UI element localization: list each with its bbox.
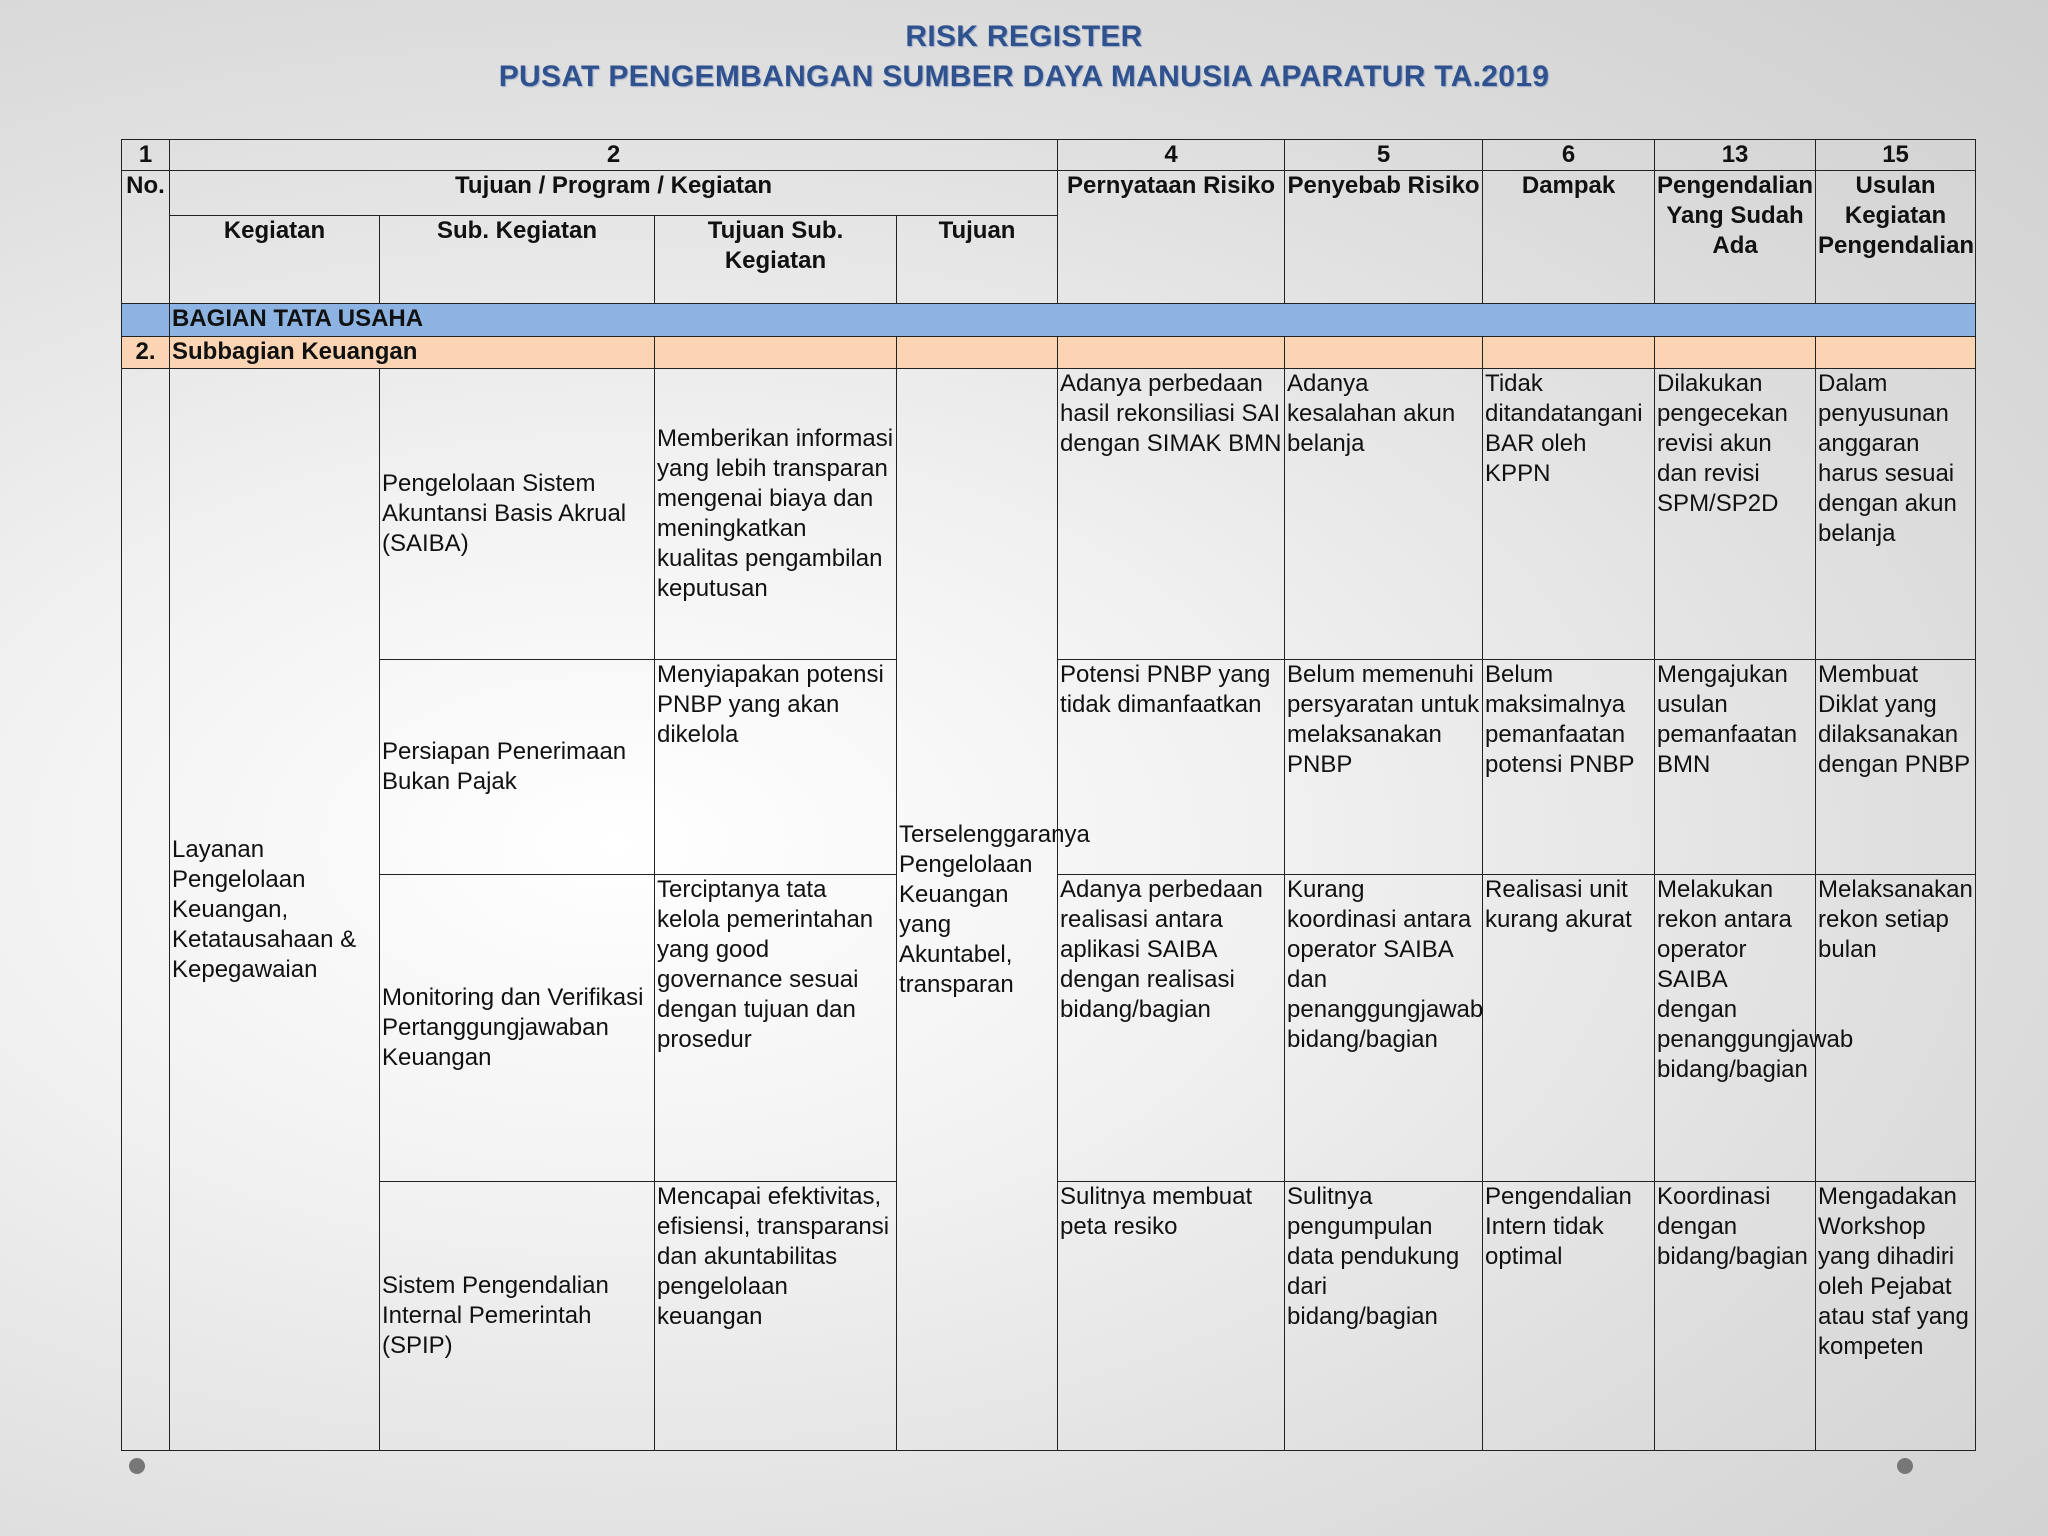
sub-kegiatan-cell: Persiapan Penerimaan Bukan Pajak bbox=[380, 660, 655, 875]
document-title: RISK REGISTER bbox=[905, 20, 1143, 53]
usulan-cell: Membuat Diklat yang dilaksanakan dengan PNBP bbox=[1816, 660, 1976, 875]
header-pengendalian: Pengendalian Yang Sudah Ada bbox=[1655, 171, 1816, 304]
column-number: 6 bbox=[1483, 140, 1655, 171]
tujuan-sub-cell: Memberikan informasi yang lebih transparan mengenai biaya dan meningkatkan kualitas pengambilan keputusan bbox=[655, 369, 897, 660]
header-dampak: Dampak bbox=[1483, 171, 1655, 304]
section-label: BAGIAN TATA USAHA bbox=[170, 304, 1976, 337]
penyebab-cell: Sulitnya pengumpulan data pendukung dari bidang/bagian bbox=[1285, 1182, 1483, 1451]
pengendalian-cell: Dilakukan pengecekan revisi akun dan revisi SPM/SP2D bbox=[1655, 369, 1816, 660]
pernyataan-cell: Adanya perbedaan hasil rekonsiliasi SAI dengan SIMAK BMN bbox=[1058, 369, 1285, 660]
risk-register-table bbox=[121, 139, 1976, 1451]
column-number: 1 bbox=[122, 140, 170, 171]
tujuan-sub-cell: Mencapai efektivitas, efisiensi, transparansi dan akuntabilitas pengelolaan keuangan bbox=[655, 1182, 897, 1451]
dampak-cell: Tidak ditandatangani BAR oleh KPPN bbox=[1483, 369, 1655, 660]
usulan-cell: Dalam penyusunan anggaran harus sesuai dengan akun belanja bbox=[1816, 369, 1976, 660]
sub-kegiatan-cell: Monitoring dan Verifikasi Pertanggungjawaban Keuangan bbox=[380, 875, 655, 1182]
pernyataan-cell: Sulitnya membuat peta resiko bbox=[1058, 1182, 1285, 1451]
pernyataan-cell: Adanya perbedaan realisasi antara aplikasi SAIBA dengan realisasi bidang/bagian bbox=[1058, 875, 1285, 1182]
column-number: 2 bbox=[170, 140, 1058, 171]
usulan-cell: Mengadakan Workshop yang dihadiri oleh Pejabat atau staf yang kompeten bbox=[1816, 1182, 1976, 1451]
header-sub-kegiatan: Sub. Kegiatan bbox=[380, 216, 655, 304]
table-row bbox=[122, 369, 1976, 660]
header-kegiatan: Kegiatan bbox=[170, 216, 380, 304]
sub-kegiatan-cell: Sistem Pengendalian Internal Pemerintah (SPIP) bbox=[380, 1182, 655, 1451]
header-tujuan: Tujuan bbox=[897, 216, 1058, 304]
penyebab-cell: Kurang koordinasi antara operator SAIBA dan penanggungjawab bidang/bagian bbox=[1285, 875, 1483, 1182]
pengendalian-cell: Koordinasi dengan bidang/bagian bbox=[1655, 1182, 1816, 1451]
subsection-label: Subbagian Keuangan bbox=[170, 337, 655, 369]
corner-dot bbox=[129, 1458, 145, 1474]
dampak-cell: Belum maksimalnya pemanfaatan potensi PNBP bbox=[1483, 660, 1655, 875]
pengendalian-cell: Melakukan rekon antara operator SAIBA dengan penanggungjawab bidang/bagian bbox=[1655, 875, 1816, 1182]
tujuan-sub-cell: Menyiapakan potensi PNBP yang akan dikelola bbox=[655, 660, 897, 875]
column-number-row bbox=[122, 140, 1976, 171]
subsection-number: 2. bbox=[122, 337, 170, 369]
pengendalian-cell: Mengajukan usulan pemanfaatan BMN bbox=[1655, 660, 1816, 875]
sub-kegiatan-cell: Pengelolaan Sistem Akuntansi Basis Akrual (SAIBA) bbox=[380, 369, 655, 660]
corner-dot bbox=[1897, 1458, 1913, 1474]
header-pernyataan: Pernyataan Risiko bbox=[1058, 171, 1285, 304]
column-number: 4 bbox=[1058, 140, 1285, 171]
header-row bbox=[122, 171, 1976, 216]
header-usulan: Usulan Kegiatan Pengendalian bbox=[1816, 171, 1976, 304]
kegiatan-cell: Layanan Pengelolaan Keuangan, Ketatausahaan & Kepegawaian bbox=[170, 369, 380, 1451]
column-number: 5 bbox=[1285, 140, 1483, 171]
column-number: 13 bbox=[1655, 140, 1816, 171]
section-row bbox=[122, 304, 1976, 337]
header-no: No. bbox=[122, 171, 170, 304]
subsection-row bbox=[122, 337, 1976, 369]
penyebab-cell: Belum memenuhi persyaratan untuk melaksanakan PNBP bbox=[1285, 660, 1483, 875]
dampak-cell: Realisasi unit kurang akurat bbox=[1483, 875, 1655, 1182]
dampak-cell: Pengendalian Intern tidak optimal bbox=[1483, 1182, 1655, 1451]
tujuan-sub-cell: Terciptanya tata kelola pemerintahan yang good governance sesuai dengan tujuan dan prosedur bbox=[655, 875, 897, 1182]
header-tujuan-sub: Tujuan Sub. Kegiatan bbox=[655, 216, 897, 304]
column-number: 15 bbox=[1816, 140, 1976, 171]
document-subtitle: PUSAT PENGEMBANGAN SUMBER DAYA MANUSIA APARATUR TA.2019 bbox=[498, 60, 1550, 93]
pernyataan-cell: Potensi PNBP yang tidak dimanfaatkan bbox=[1058, 660, 1285, 875]
usulan-cell: Melaksanakan rekon setiap bulan bbox=[1816, 875, 1976, 1182]
header-penyebab: Penyebab Risiko bbox=[1285, 171, 1483, 304]
header-group: Tujuan / Program / Kegiatan bbox=[170, 171, 1058, 216]
penyebab-cell: Adanya kesalahan akun belanja bbox=[1285, 369, 1483, 660]
tujuan-cell: Terselenggaranya Pengelolaan Keuangan yang Akuntabel, transparan bbox=[897, 369, 1058, 1451]
